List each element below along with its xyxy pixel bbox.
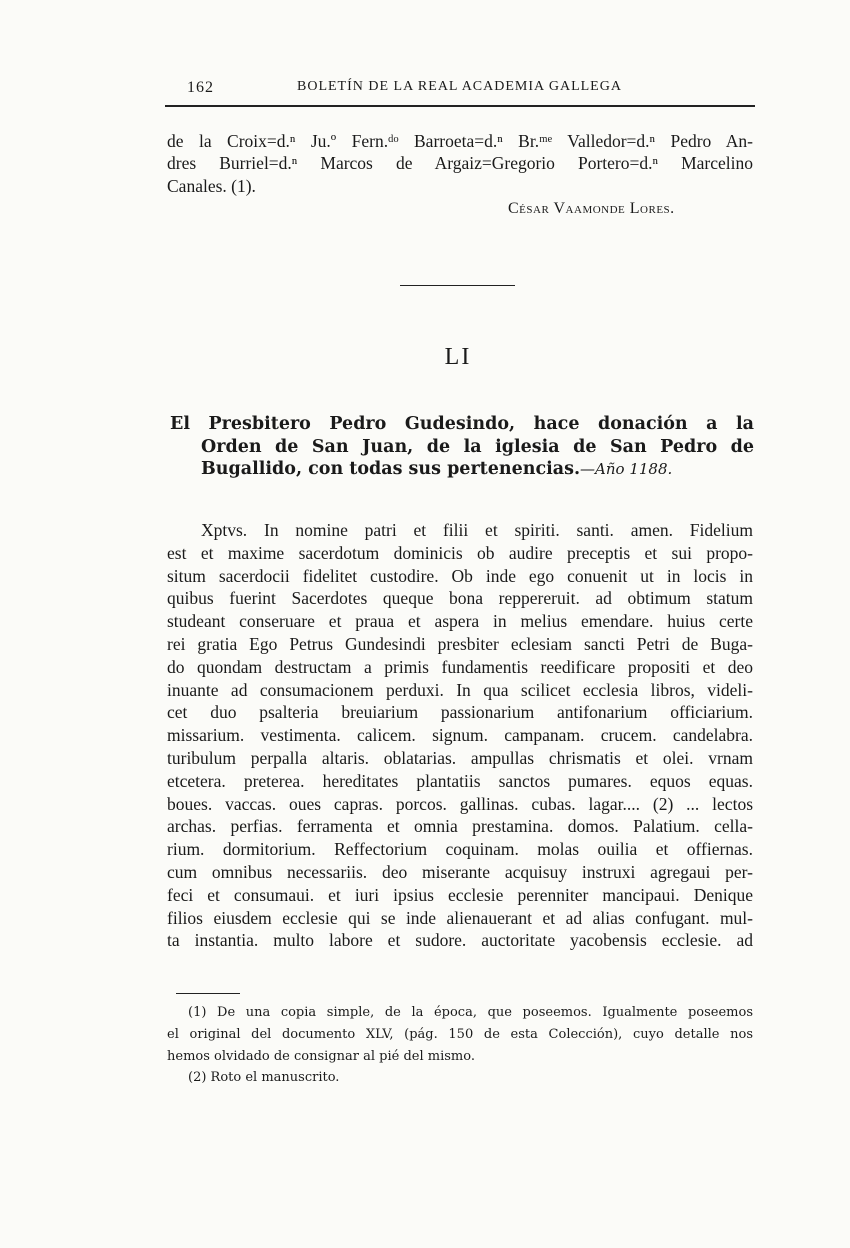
body-text-line: est et maxime sacerdotum dominicis ob audire preceptis et sui propo- [167,542,753,563]
body-text-line: do quondam destructam a primis fundamentis reedificare propositi et deo [167,656,753,677]
section-heading-line: Orden de San Juan, de la iglesia de San Pedro de [201,437,754,457]
body-text-line: ta instantia. multo labore et sudore. auctoritate yacobensis ecclesie. ad [167,930,753,951]
running-title: BOLETÍN DE LA REAL ACADEMIA GALLEGA [297,79,622,94]
section-number: LI [444,344,472,370]
body-text-line: filios eiusdem ecclesie qui se inde alienauerant et ad alias confugant. mul- [167,907,753,928]
body-text-line: situm sacerdocii fidelitet custodire. Ob inde ego conuenit ut in locis in [167,565,753,586]
body-text-line: rei gratia Ego Petrus Gundesindi presbiter eclesiam sancti Petri de Buga- [167,634,753,654]
heading-text: Bugallido, con todas sus pertenencias. [201,459,581,479]
footnote-1-line: el original del documento XLV, (pág. 150 de esta Colección), cuyo detalle nos [167,1027,753,1042]
section-heading-line [201,458,672,481]
prev-text-line: de la Croix=d.ⁿ Ju.º Fern.ᵈᵒ Barroeta=d.ⁿ Br.ᵐᵉ Valledor=d.ⁿ Pedro An- [167,131,753,151]
footnote-1-line: hemos olvidado de consignar al pié del mismo. [167,1049,475,1064]
body-text-line: inuante ad consumacionem perduxi. In qua scilicet ecclesia libros, videli- [167,679,753,700]
section-heading-line: El Presbitero Pedro Gudesindo, hace donación a la [170,414,754,434]
footnote-2: (2) Roto el manuscrito. [188,1070,340,1085]
body-text-line: etcetera. preterea. hereditates plantatiis sanctos pumares. equos equas. [167,770,753,791]
body-text-line: rium. dormitorium. Reffectorium coquinam. molas ouilia et offiernas. [167,839,753,860]
body-text-line: Xptvs. In nomine patri et filii et spiriti. santi. amen. Fidelium [201,520,753,540]
footnote-1-line: (1) De una copia simple, de la época, que poseemos. Igualmente poseemos [188,1005,753,1020]
body-text-line: feci et consumaui. et iuri ipsius ecclesie perenniter mancipaui. Denique [167,884,753,905]
body-text-line: cum omnibus necessariis. deo miserante acquisuy instruxi agregaui per- [167,862,753,882]
body-text-line: studeant conseruare et praua et aspera in melius emendare. huius certe [167,611,753,632]
document-date: —Año 1188. [580,460,673,478]
prev-text-line: dres Burriel=d.ⁿ Marcos de Argaiz=Gregorio Portero=d.ⁿ Marcelino [167,153,753,173]
prev-text-line: Canales. (1). [167,176,256,196]
body-text-line: cet duo psalteria breuiarium passionarium antifonarium officiarium. [167,702,753,723]
section-divider [400,285,515,286]
header-rule [165,105,755,107]
body-text-line: quibus fuerint Sacerdotes queque bona reppereruit. ad obtimum statum [167,588,753,609]
body-text-line: archas. perfias. ferramenta et omnia prestamina. domos. Palatium. cella- [167,816,753,837]
body-text-line: turibulum perpalla altaris. oblatarias. ampullas chrismatis et olei. vrnam [167,748,753,768]
page-number: 162 [187,79,214,96]
body-text-line: boues. vaccas. oues capras. porcos. gallinas. cubas. lagar.... (2) ... lectos [167,793,753,814]
footnote-rule [176,993,240,994]
signature: César Vaamonde Lores. [508,200,675,217]
body-text-line: missarium. vestimenta. calicem. signum. campanam. crucem. candelabra. [167,725,753,746]
